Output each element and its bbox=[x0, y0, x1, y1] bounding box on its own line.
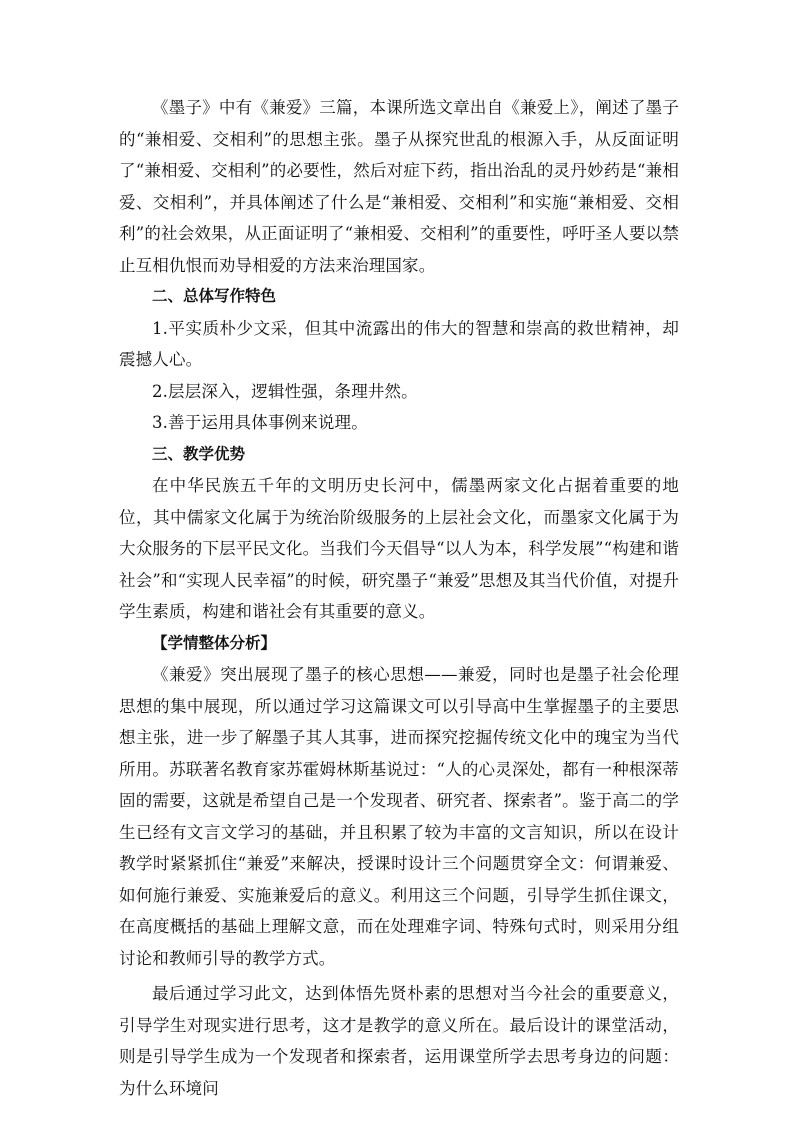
feature-item-3: 3.善于运用具体事例来说理。 bbox=[152, 413, 368, 432]
feature-item-1: 1.平实质朴少文采，但其中流露出的伟大的智慧和崇高的救世精神，却震撼人心。 bbox=[119, 318, 679, 369]
section-heading-teaching-advantages: 三、教学优势 bbox=[152, 444, 246, 463]
section-heading-student-analysis: 【学情整体分析】 bbox=[152, 633, 277, 652]
teaching-advantages-paragraph: 在中华民族五千年的文明历史长河中，儒墨两家文化占据着重要的地位，其中儒家文化属于为统治阶级服务的上层社会文化，而墨家文化属于为大众服务的下层平民文化。当我们今天倡导“以人为本，科学发展”“构建和谐社会”和“实现人民幸福”的时候，研究墨子“兼爱”思想及其当代价值，对提升学生素质，构建和谐社会有其重要的意义。 bbox=[119, 476, 679, 621]
student-analysis-paragraph-1: 《兼爱》突出展现了墨子的核心思想——兼爱，同时也是墨子社会伦理思想的集中展现，所以通过学习这篇课文可以引导高中生掌握墨子的主要思想主张，进一步了解墨子其人其事，进而探究挖掘传统文化中的瑰宝为当代所用。苏联著名教育家苏霍姆林斯基说过：“人的心灵深处，都有一种根深蒂固的需要，这就是希望自己是一个发现者、研究者、探索者”。鉴于高二的学生已经有文言文学习的基础，并且积累了较为丰富的文言知识，所以在设计教学时紧紧抓住“兼爱”来解决，授课时设计三个问题贯穿全文：何谓兼爱、如何施行兼爱、实施兼爱后的意义。利用这三个问题，引导学生抓住课文，在高度概括的基础上理解文意，而在处理难字词、特殊句式时，则采用分组讨论和教师引导的教学方式。 bbox=[119, 665, 679, 968]
intro-paragraph: 《墨子》中有《兼爱》三篇，本课所选文章出自《兼爱上》，阐述了墨子的“兼相爱、交相利”的思想主张。墨子从探究世乱的根源入手，从反面证明了“兼相爱、交相利”的必要性，然后对症下药，指出治乱的灵丹妙药是“兼相爱、交相利”，并具体阐述了什么是“兼相爱、交相利”和实施“兼相爱、交相利”的社会效果，从正面证明了“兼相爱、交相利”的重要性，呼吁圣人要以禁止互相仇恨而劝导相爱的方法来治理国家。 bbox=[119, 98, 679, 275]
student-analysis-paragraph-2: 最后通过学习此文，达到体悟先贤朴素的思想对当今社会的重要意义，引导学生对现实进行思考，这才是教学的意义所在。最后设计的课堂活动，则是引导学生成为一个发现者和探索者，运用课堂所学去思考身边的问题：为什么环境问 bbox=[119, 984, 679, 1098]
document-page bbox=[119, 92, 679, 1104]
section-heading-writing-features: 二、总体写作特色 bbox=[152, 287, 277, 305]
feature-item-2: 2.层层深入，逻辑性强，条理井然。 bbox=[152, 381, 418, 401]
